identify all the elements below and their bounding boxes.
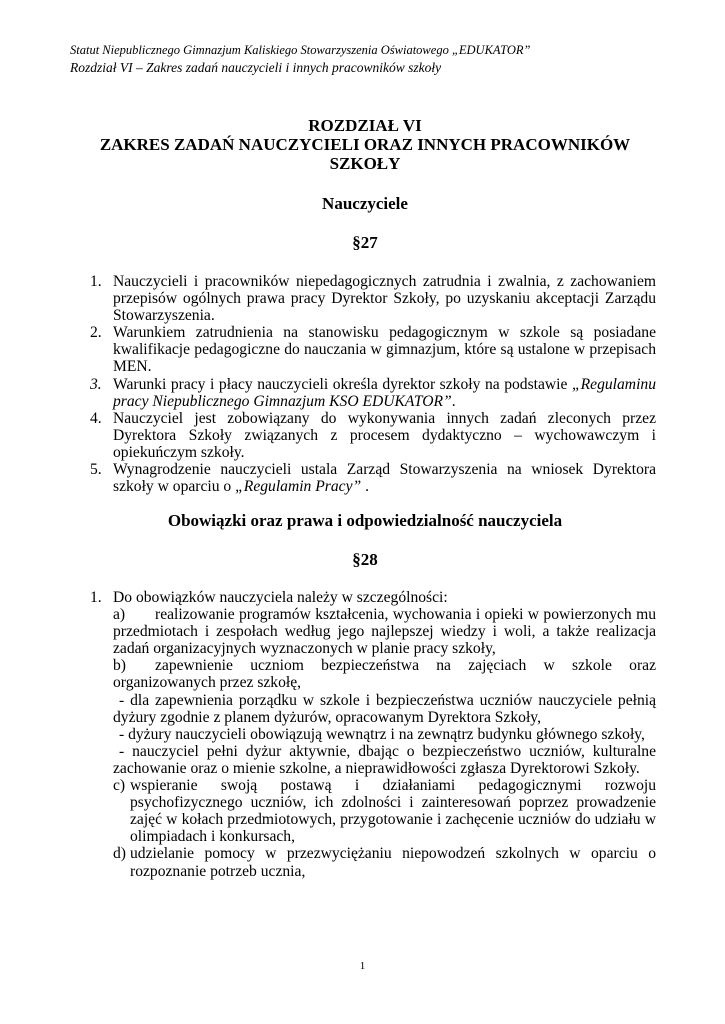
regulation-reference: „Regulamin Pracy” xyxy=(235,478,362,496)
paragraph-27-heading: §27 xyxy=(352,233,378,252)
list-item xyxy=(70,376,656,410)
item-text-end: . xyxy=(361,478,369,496)
subitem-a xyxy=(113,606,656,657)
list-item xyxy=(70,461,656,495)
item-number: 3. xyxy=(90,375,102,393)
subitem-text: udzielanie pomocy w przezwyciężaniu niepowodzeń szkolnych w oparciu o rozpoznanie potrzeb ucznia, xyxy=(130,845,656,880)
subitem-label: d) xyxy=(113,845,126,863)
subitem-text: zapewnienie uczniom bezpieczeństwa na zajęciach w szkole oraz organizowanych przez szkołę, xyxy=(113,657,656,692)
subitem-label: a) xyxy=(113,606,126,624)
item-text: Warunki pracy i płacy nauczycieli określa dyrektor szkoły na podstawie xyxy=(113,375,572,393)
header-chapter-title: Rozdział VI – Zakres zadań nauczycieli i innych pracowników szkoły xyxy=(70,60,442,75)
item-number: 1. xyxy=(90,273,102,290)
item-number: 1. xyxy=(90,589,102,606)
item-number: 4. xyxy=(90,409,102,427)
dash-item: - dla zapewnienia porządku w szkole i bezpieczeństwa uczniów nauczyciele pełnią dyżury zgodnie z planem dyżurów, opracowanym Dyrektora Szkoły, xyxy=(113,691,656,726)
paragraph-28-list xyxy=(70,589,656,880)
subitem-label: c) xyxy=(113,777,126,795)
subitem-text: wspieranie swoją postawą i działaniami pedagogicznymi rozwoju psychofizycznego uczniów, ich zdolności i zainteresowań poprzez prowadzenie zajęć w kołach przedmiotowych, przygotowanie i zachęcenie uczniów do udziału w olimpiadach i konkursach, xyxy=(130,777,656,846)
item-intro: Do obowiązków nauczyciela należy w szczególności: xyxy=(113,589,448,606)
item-text: Warunkiem zatrudnienia na stanowisku pedagogicznym w szkole są posiadane kwalifikacje pedagogiczne do nauczania w gimnazjum, które są ustalone w przepisach MEN. xyxy=(113,324,656,376)
item-number: 5. xyxy=(90,461,102,479)
chapter-heading xyxy=(70,116,660,173)
subitem-text: realizowanie programów kształcenia, wychowania i opieki w powierzonych mu przedmiotach i zespołach według jego najlepszej wiedzy i woli, a także realizacja zadań organizacyjnych wyznaczonych w planie pracy szkoły, xyxy=(113,606,656,658)
item-text: Nauczyciel jest zobowiązany do wykonywania innych zadań zleconych przez Dyrektora Szkoły związanych z procesem dydaktyczno – wychowawczym i opiekuńczym szkoły. xyxy=(113,409,656,461)
item-text: Nauczycieli i pracowników niepedagogicznych zatrudnia i zwalnia, z zachowaniem przepisów ogólnych prawa pracy Dyrektor Szkoły, po uzyskaniu akceptacji Zarządu Stowarzyszenia. xyxy=(113,273,656,325)
section-title-duties: Obowiązki oraz prawa i odpowiedzialność nauczyciela xyxy=(167,511,563,530)
dash-item: - nauczyciel pełni dyżur aktywnie, dbając o bezpieczeństwo uczniów, kulturalne zachowanie oraz o mienie szkolne, a nieprawidłowości zgłasza Dyrektorowi Szkoły. xyxy=(113,742,656,777)
chapter-number: ROZDZIAŁ VI xyxy=(308,116,422,135)
paragraph-27-list xyxy=(70,273,656,495)
chapter-title-line2: SZKOŁY xyxy=(329,154,401,173)
section-title-teachers: Nauczyciele xyxy=(322,194,408,213)
regulation-reference: „Regulaminu pracy Niepublicznego Gimnazjum KSO EDUKATOR” xyxy=(113,375,656,410)
list-item xyxy=(70,273,656,324)
subitem-b xyxy=(113,657,656,691)
list-item xyxy=(70,324,656,375)
item-number: 2. xyxy=(90,324,102,342)
chapter-title-line1: ZAKRES ZADAŃ NAUCZYCIELI ORAZ INNYCH PRACOWNIKÓW xyxy=(99,135,631,154)
subitem-d xyxy=(113,845,656,879)
header-statute-title: Statut Niepublicznego Gimnazjum Kaliskiego Stowarzyszenia Oświatowego „EDUKATOR” xyxy=(70,43,531,57)
running-header xyxy=(70,42,660,76)
subitem-c xyxy=(113,777,656,845)
list-item xyxy=(70,410,656,461)
list-item xyxy=(70,589,656,880)
page-number: 1 xyxy=(359,960,366,972)
item-text: Wynagrodzenie nauczycieli ustala Zarząd Stowarzyszenia na wniosek Dyrektora szkoły w oparciu o xyxy=(113,461,656,496)
paragraph-28-heading: §28 xyxy=(352,550,378,569)
item-text-end: . xyxy=(451,392,456,410)
subitem-label: b) xyxy=(113,657,126,675)
dash-item: - dyżury nauczycieli obowiązują wewnątrz i na zewnątrz budynku głównego szkoły, xyxy=(119,725,645,743)
